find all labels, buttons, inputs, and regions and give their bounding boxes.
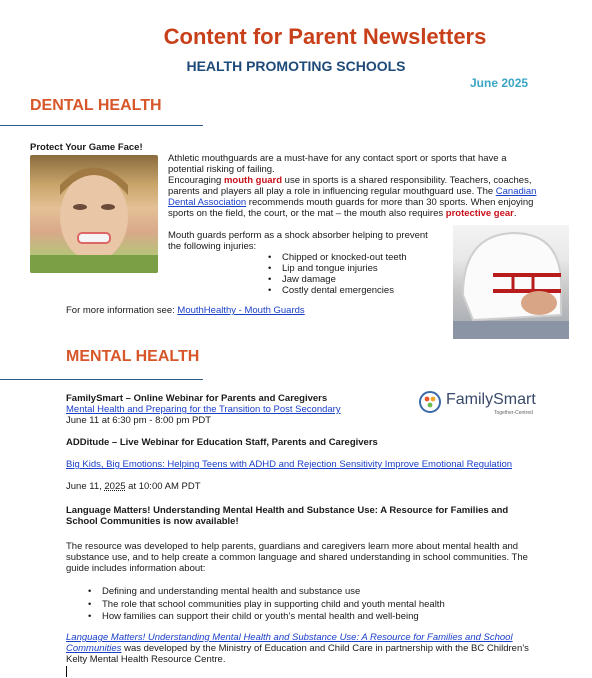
additude-title: ADDitude – Live Webinar for Education Staff, Parents and Caregivers — [66, 437, 378, 448]
mouth-guard-emphasis: mouth guard — [223, 175, 283, 186]
girl-mouthguard-photo — [30, 155, 158, 273]
dental-paragraph-2: Encouraging mouth guard use in sports is a shared responsibility. Teachers, coaches, parents and players all play a role in influencing regular mouthguard use. The Canadian Dental Association recommends mouth guards for more than 30 sports. When enjoying sports on the field, the court, or the mat – the mouth also requires protective gear. — [168, 175, 537, 219]
familysmart-title: FamilySmart – Online Webinar for Parents and Caregivers — [66, 393, 328, 404]
language-matters-credit: Language Matters! Understanding Mental Health and Substance Use: A Resource for Families and School Communities was developed by the Ministry of Education and Child Care in partnership with the BC Children’s Kelty Mental Health Resource Centre. — [66, 632, 529, 665]
list-item: • Defining and understanding mental health and substance use — [84, 586, 524, 597]
football-player-photo — [453, 225, 569, 339]
dental-divider — [0, 125, 203, 126]
familysmart-date: June 11 at 6:30 pm - 8:00 pm PDT — [66, 415, 212, 426]
language-matters-link[interactable]: Language Matters! Understanding Mental Health and Substance Use: A Resource for Families and School Communities — [66, 632, 513, 654]
language-matters-description: The resource was developed to help parents, guardians and caregivers learn more about mental health and substance use, and to help create a common language and shared understanding in school communities. The guide includes information about: — [66, 541, 528, 574]
familysmart-tagline: Together-Centred — [494, 410, 533, 416]
list-item: • Lip and tongue injuries — [264, 263, 454, 274]
injury-list — [264, 252, 454, 296]
familysmart-logo — [418, 388, 546, 418]
list-item: • How families can support their child or youth’s mental health and well-being — [84, 611, 524, 622]
list-item: • The role that school communities play in supporting child and youth mental health — [84, 599, 524, 610]
language-matters-title: Language Matters! Understanding Mental Health and Substance Use: A Resource for Families and School Communities is now available! — [66, 505, 509, 527]
text-cursor — [66, 666, 67, 677]
additude-date: June 11, 2025 at 10:00 AM PDT — [66, 481, 201, 492]
guide-topics-list — [84, 586, 524, 622]
newsletter-title: Content for Parent Newsletters — [163, 24, 487, 49]
dental-health-heading: DENTAL HEALTH — [30, 97, 162, 114]
protective-gear-emphasis: protective gear — [445, 208, 514, 219]
dental-paragraph-3: Mouth guards perform as a shock absorber helping to prevent the following injuries: — [168, 230, 428, 252]
more-info-line: For more information see: MouthHealthy - Mouth Guards — [66, 305, 305, 316]
list-item: • Chipped or knocked-out teeth — [264, 252, 454, 263]
mental-divider — [0, 379, 203, 380]
familysmart-logo-text: FamilySmart — [446, 391, 536, 408]
mental-health-heading: MENTAL HEALTH — [66, 348, 200, 365]
canadian-dental-association-link[interactable]: Canadian Dental Association — [168, 186, 537, 208]
list-item: • Costly dental emergencies — [264, 285, 454, 296]
additude-webinar-link[interactable]: Big Kids, Big Emotions: Helping Teens with ADHD and Rejection Sensitivity Improve Emotional Regulation — [66, 459, 513, 470]
familysmart-mark-icon — [418, 390, 442, 414]
newsletter-subtitle: HEALTH PROMOTING SCHOOLS — [186, 58, 406, 74]
dental-paragraph-1: Athletic mouthguards are a must-have for any contact sport or sports that have a potential risking of failing. — [168, 153, 507, 175]
familysmart-webinar-link[interactable]: Mental Health and Preparing for the Transition to Post Secondary — [66, 404, 341, 415]
list-item: • Jaw damage — [264, 274, 454, 285]
issue-date: June 2025 — [470, 76, 529, 90]
mouthhealthy-link[interactable]: MouthHealthy - Mouth Guards — [177, 305, 305, 316]
dental-subheading: Protect Your Game Face! — [30, 142, 143, 153]
